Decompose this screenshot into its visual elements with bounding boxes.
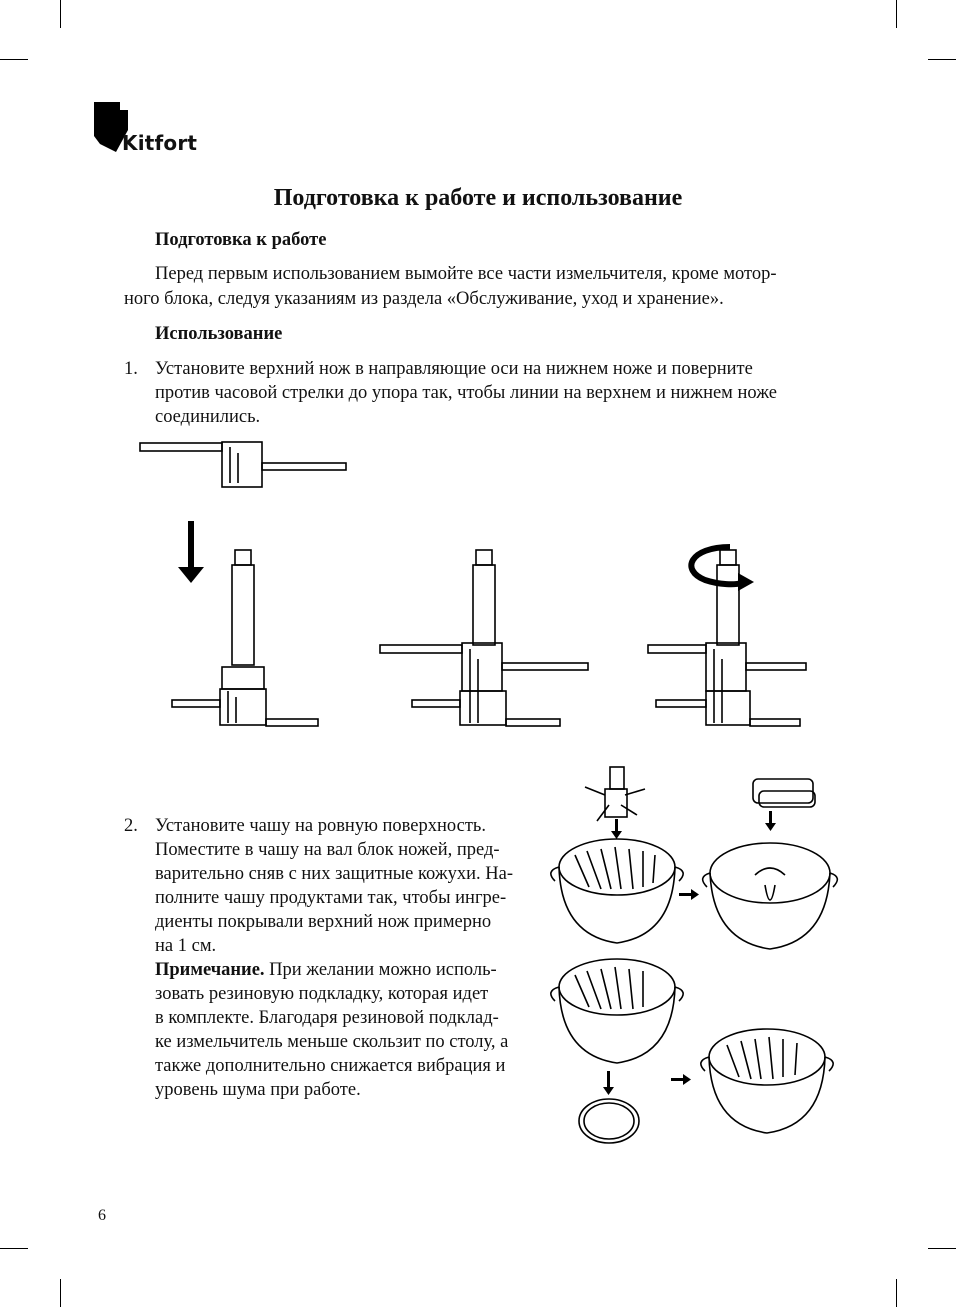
bowl-illustration <box>545 765 855 1145</box>
step-number: 1. <box>124 359 138 379</box>
step-line: Установите чашу на ровную поверхность. <box>155 816 486 836</box>
step-line: варительно сняв с них защитные кожухи. На- <box>155 864 514 884</box>
note-line: уровень шума при работе. <box>155 1080 361 1100</box>
step-line: на 1 см. <box>155 936 217 956</box>
brand-name: Kitfort <box>122 131 198 155</box>
step-line: против часовой стрелки до упора так, чтобы линии на верхнем и нижнем ноже <box>155 383 777 403</box>
step-line: Установите верхний нож в направляющие оси на нижнем ноже и поверните <box>155 359 753 379</box>
step-number: 2. <box>124 816 138 836</box>
note-first-line <box>155 958 497 982</box>
note-line: ке измельчитель меньше скользит по столу, а <box>155 1032 509 1052</box>
note-text: При желании можно исполь- <box>264 960 497 980</box>
step-line: полните чашу продуктами так, чтобы ингре- <box>155 888 507 908</box>
crop-mark <box>896 0 897 28</box>
rotate-arrow-icon <box>691 547 754 591</box>
paragraph-line: ного блока, следуя указаниям из раздела «Обслуживание, уход и хранение». <box>124 289 724 309</box>
crop-mark <box>0 1248 28 1249</box>
crop-mark <box>928 1248 956 1249</box>
crop-mark <box>60 1279 61 1307</box>
arrow-right-icon <box>671 1074 691 1085</box>
step-line: Поместите в чашу на вал блок ножей, пред- <box>155 840 500 860</box>
section-heading-preparation: Подготовка к работе <box>155 230 327 250</box>
arrow-right-icon <box>679 889 699 900</box>
page-number: 6 <box>98 1207 106 1224</box>
blade-assembly-illustration <box>130 435 830 735</box>
section-heading-usage: Использование <box>155 324 283 344</box>
note-line: также дополнительно снижается вибрация и <box>155 1056 506 1076</box>
crop-mark <box>0 59 28 60</box>
crop-mark <box>928 59 956 60</box>
step-line: соединились. <box>155 407 261 427</box>
arrow-down-icon <box>178 521 204 583</box>
step-line: диенты покрывали верхний нож примерно <box>155 912 492 932</box>
brand-logo <box>92 100 212 156</box>
note-line: зовать резиновую подкладку, которая идет <box>155 984 489 1004</box>
crop-mark <box>896 1279 897 1307</box>
crop-mark <box>60 0 61 28</box>
note-label: Примечание. <box>155 960 265 980</box>
note-line: в комплекте. Благодаря резиновой подклад- <box>155 1008 499 1028</box>
paragraph-line: Перед первым использованием вымойте все части измельчителя, кроме мотор- <box>155 264 777 284</box>
page-title: Подготовка к работе и использование <box>273 185 683 211</box>
